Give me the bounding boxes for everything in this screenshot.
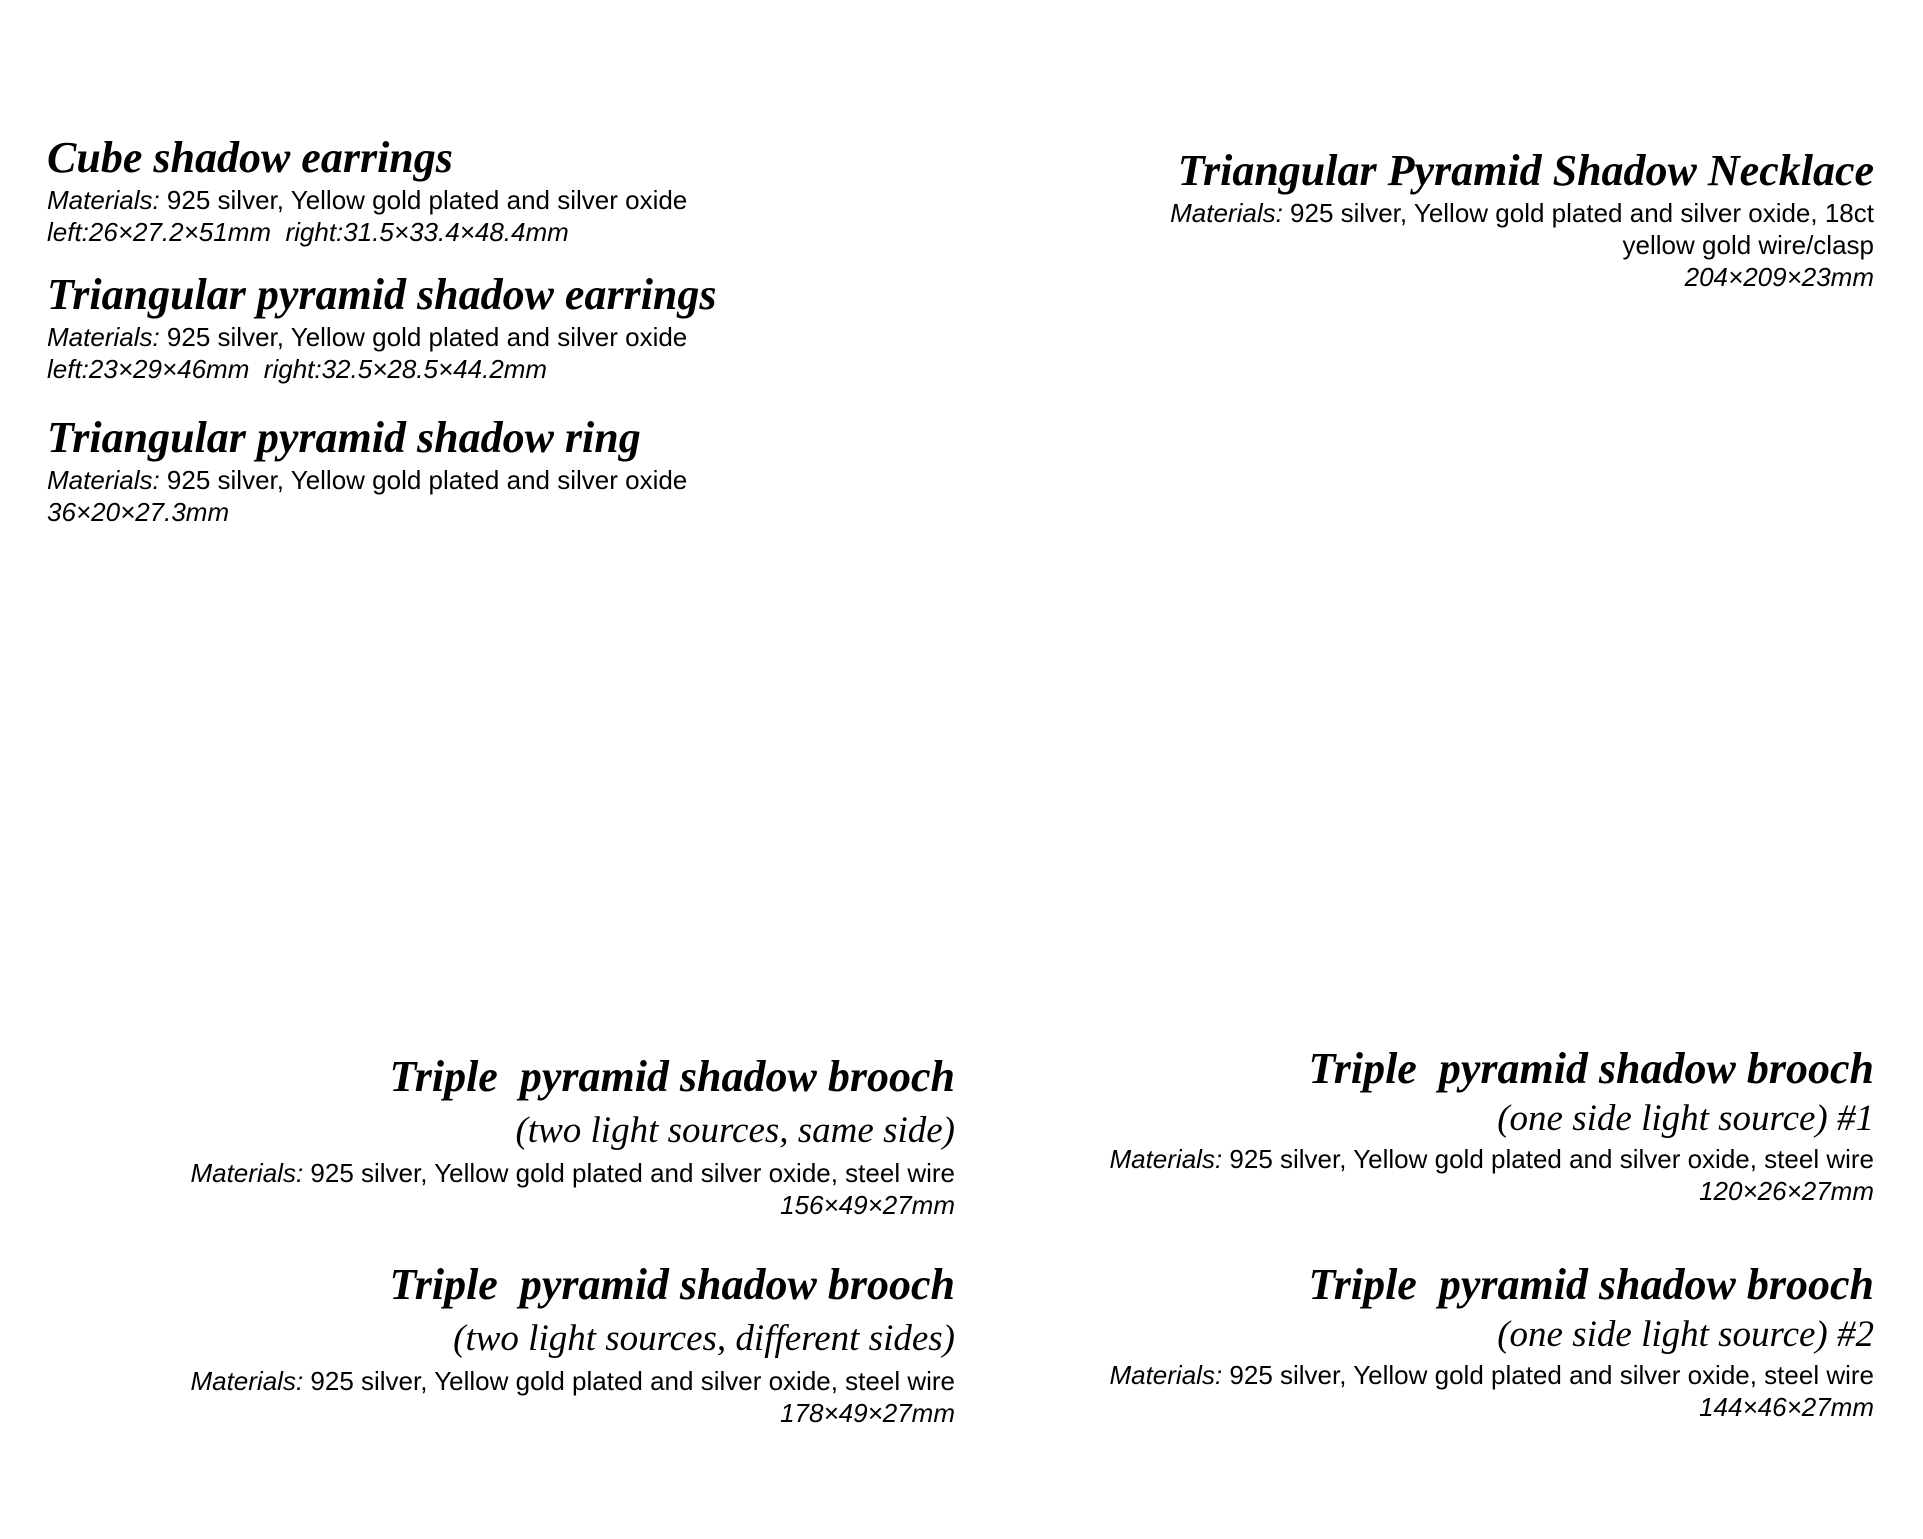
item-cube-shadow-earrings	[47, 132, 687, 248]
materials-label: Materials:	[47, 185, 160, 215]
item-title: Triple pyramid shadow brooch	[1308, 1044, 1874, 1093]
item-materials	[47, 321, 717, 353]
item-materials	[974, 1359, 1874, 1391]
item-title: Triple pyramid shadow brooch	[1308, 1260, 1874, 1309]
item-subtitle: (one side light source) #2	[1497, 1314, 1874, 1355]
item-title: Triangular pyramid shadow ring	[47, 413, 641, 462]
materials-label: Materials:	[47, 465, 160, 495]
item-dimensions: 178×49×27mm	[780, 1398, 955, 1428]
materials-label: Materials:	[1170, 198, 1283, 228]
item-dimensions: 36×20×27.3mm	[47, 497, 230, 527]
materials-label: Materials:	[1109, 1144, 1223, 1174]
item-brooch-two-light-same-side	[55, 1051, 955, 1221]
item-materials	[47, 464, 687, 496]
item-dimensions: 120×26×27mm	[1699, 1176, 1874, 1206]
materials-label: Materials:	[1109, 1360, 1223, 1390]
item-triangular-pyramid-shadow-ring	[47, 412, 687, 528]
item-title: Triple pyramid shadow brooch	[389, 1260, 955, 1309]
item-materials	[55, 1157, 955, 1189]
item-brooch-one-side-light-2	[974, 1259, 1874, 1423]
materials-text: 925 silver, Yellow gold plated and silver oxide, steel wire	[1222, 1144, 1874, 1174]
item-materials	[974, 197, 1874, 229]
materials-text: 925 silver, Yellow gold plated and silver oxide, 18ct	[1282, 198, 1874, 228]
item-materials	[55, 1365, 955, 1397]
item-subtitle: (two light sources, same side)	[515, 1110, 955, 1151]
item-title: Triangular Pyramid Shadow Necklace	[1177, 146, 1874, 195]
item-brooch-one-side-light-1	[974, 1043, 1874, 1207]
item-dimensions: left:23×29×46mm right:32.5×28.5×44.2mm	[47, 354, 548, 384]
materials-text: 925 silver, Yellow gold plated and silver oxide	[159, 322, 688, 352]
item-subtitle: (two light sources, different sides)	[453, 1318, 955, 1359]
item-title: Triple pyramid shadow brooch	[389, 1052, 955, 1101]
materials-label: Materials:	[190, 1158, 304, 1188]
item-dimensions: left:26×27.2×51mm right:31.5×33.4×48.4mm	[47, 217, 569, 247]
materials-text: 925 silver, Yellow gold plated and silver oxide	[159, 465, 688, 495]
item-triangular-pyramid-shadow-earrings	[47, 269, 717, 385]
item-dimensions: 204×209×23mm	[1684, 262, 1874, 292]
item-materials-continued: yellow gold wire/clasp	[1622, 230, 1874, 260]
item-dimensions: 156×49×27mm	[780, 1190, 955, 1220]
item-triangular-pyramid-shadow-necklace	[974, 145, 1874, 293]
materials-label: Materials:	[47, 322, 160, 352]
item-dimensions: 144×46×27mm	[1699, 1392, 1874, 1422]
materials-label: Materials:	[190, 1366, 304, 1396]
materials-text: 925 silver, Yellow gold plated and silver oxide, steel wire	[303, 1158, 955, 1188]
materials-text: 925 silver, Yellow gold plated and silver oxide, steel wire	[1222, 1360, 1874, 1390]
materials-text: 925 silver, Yellow gold plated and silver oxide, steel wire	[303, 1366, 955, 1396]
materials-text: 925 silver, Yellow gold plated and silver oxide	[159, 185, 688, 215]
item-brooch-two-light-different-sides	[55, 1259, 955, 1429]
item-title: Triangular pyramid shadow earrings	[47, 270, 717, 319]
item-materials	[974, 1143, 1874, 1175]
item-title: Cube shadow earrings	[47, 133, 453, 182]
item-materials	[47, 184, 687, 216]
item-subtitle: (one side light source) #1	[1497, 1098, 1874, 1139]
